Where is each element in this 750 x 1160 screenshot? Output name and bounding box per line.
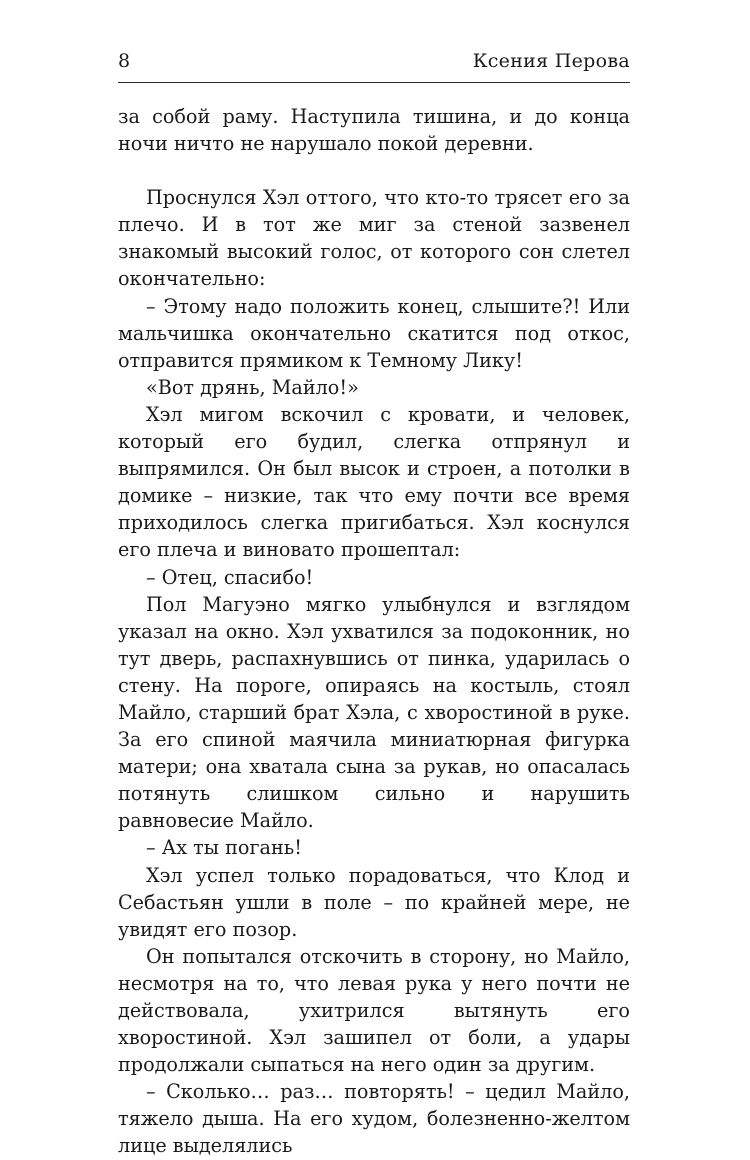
paragraph: Хэл успел только порадоваться, что Клод и Себастьян ушли в поле – по крайней мере, не увидят его позор. — [118, 863, 630, 941]
paragraph: – Этому надо положить конец, слышите?! Или мальчишка окончательно скатится под откос, отправится прямиком к Темному Лику! — [118, 294, 630, 372]
section-break — [118, 157, 630, 184]
running-head — [118, 50, 630, 83]
paragraph: Хэл мигом вскочил с кровати, и человек, который его будил, слегка отпрянул и выпрямился. Он был высок и строен, а потолки в домике – низкие, так что ему почти все время приходилось слегка пригибаться. Хэл коснулся его плеча и виновато прошептал: — [118, 402, 630, 562]
paragraph: «Вот дрянь, Майло!» — [146, 375, 359, 399]
paragraph: Проснулся Хэл оттого, что кто-то трясет его за плечо. И в тот же миг за стеной зазвенел знакомый высокий голос, от которого сон слетел окончательно: — [118, 186, 630, 291]
paragraph: Он попытался отскочить в сторону, но Майло, несмотря на то, что левая рука у него почти не действовала, ухитрился вытянуть его хворостиной. Хэл зашипел от боли, а удары продолжали сыпаться на него один за другим. — [118, 944, 630, 1077]
paragraph: – Сколько… раз… повторять! – цедил Майло, тяжело дыша. На его худом, болезненно-желтом лице выделялись — [118, 1080, 630, 1158]
paragraph: Пол Магуэно мягко улыбнулся и взглядом указал на окно. Хэл ухватился за подоконник, но тут дверь, распахнувшись от пинка, ударилась о стену. На пороге, опираясь на костыль, стоял Майло, старший брат Хэла, с хворостиной в руке. За его спиной маячила миниатюрная фигурка матери; она хватала сына за рукав, но опасалась потянуть слишком сильно и нарушить равновесие Майло. — [118, 592, 630, 833]
book-page — [118, 50, 630, 1160]
paragraph: – Отец, спасибо! — [146, 565, 314, 589]
page-number: 8 — [118, 50, 131, 72]
author-name: Ксения Перова — [472, 50, 630, 72]
page-text — [118, 103, 630, 1160]
paragraph: за собой раму. Наступила тишина, и до конца ночи ничто не нарушало покой деревни. — [118, 105, 630, 156]
paragraph: – Ах ты погань! — [146, 836, 302, 860]
